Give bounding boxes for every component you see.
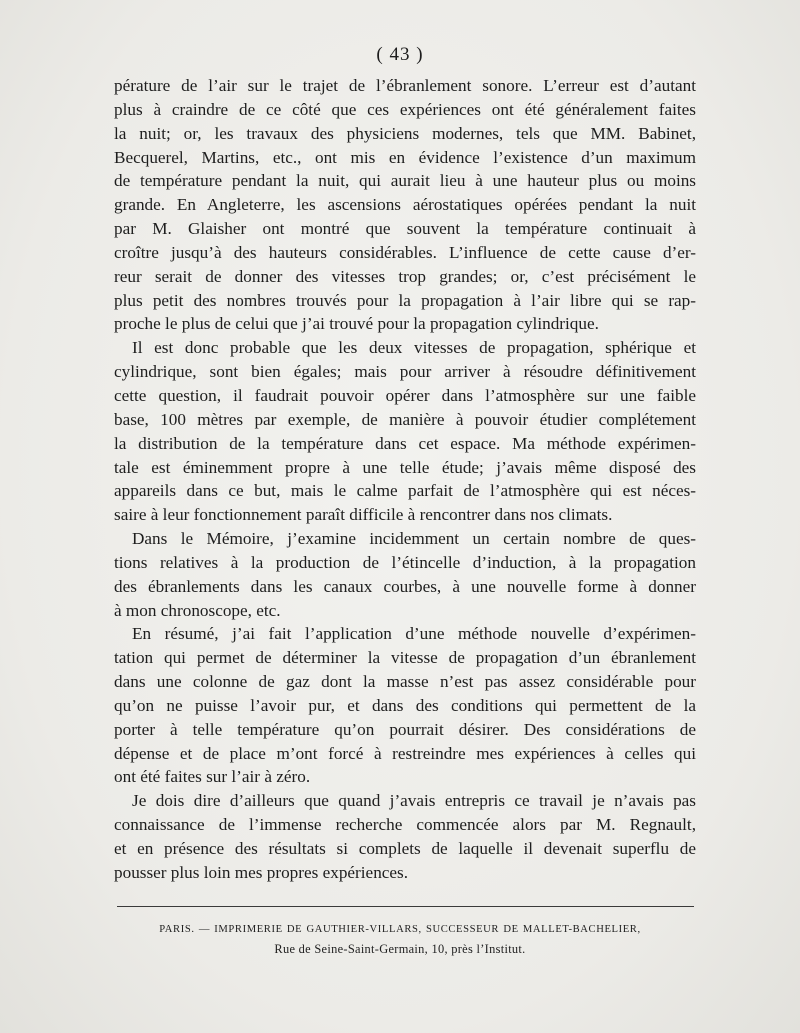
text-line: de température pendant la nuit, qui aurait lieu à une hauteur plus ou moins [114,171,696,191]
paragraph [114,622,696,789]
printer-imprint: PARIS. — IMPRIMERIE DE GAUTHIER-VILLARS, SUCCESSEUR DE MALLET-BACHELIER, [159,924,641,935]
text-line: ont été faites sur l’air à zéro. [114,767,311,787]
printer-address: Rue de Seine-Saint-Germain, 10, près l’Institut. [274,942,526,956]
text-line: tation qui permet de déterminer la vitesse de propagation d’un ébranlement [114,648,696,668]
text-line: Il est donc probable que les deux vitesses de propagation, sphérique et [132,338,696,358]
text-line: proche le plus de celui que j’ai trouvé pour la propagation cylindrique. [114,314,599,334]
text-line: En résumé, j’ai fait l’application d’une méthode nouvelle d’expérimen- [132,624,696,644]
text-line: la distribution de la température dans cet espace. Ma méthode expérimen- [114,433,696,453]
text-line: la nuit; or, les travaux des physiciens modernes, tels que MM. Babinet, [114,123,696,143]
text-line: porter à telle température qu’on pourrait désirer. Des considérations de [114,719,696,739]
text-line: à mon chronoscope, etc. [114,600,281,620]
footer-rule [117,906,694,907]
paragraph [114,527,696,622]
text-line: des ébranlements dans les canaux courbes, à une nouvelle forme à donner [114,576,696,596]
text-line: croître jusqu’à des hauteurs considérables. L’influence de cette cause d’er- [114,242,696,262]
text-line: cylindrique, sont bien égales; mais pour arriver à résoudre définitivement [114,362,696,382]
paragraph [114,789,696,884]
text-line: cette question, il faudrait pouvoir opérer dans l’atmosphère sur une faible [114,385,696,405]
text-line: Je dois dire d’ailleurs que quand j’avais entrepris ce travail je n’avais pas [132,791,696,811]
text-line: par M. Glaisher ont montré que souvent la température continuait à [114,219,696,239]
text-line: grande. En Angleterre, les ascensions aérostatiques opérées pendant la nuit [114,195,696,215]
text-line: reur serait de donner des vitesses trop grandes; or, c’est précisément le [114,266,696,286]
text-line: tions relatives à la production de l’étincelle d’induction, à la propagation [114,552,696,572]
text-line: dépense et de place m’ont forcé à restreindre mes expériences à celles qui [114,743,696,763]
text-line: Becquerel, Martins, etc., ont mis en évidence l’existence d’un maximum [114,147,696,167]
text-line: qu’on ne puisse l’avoir pur, et dans des conditions qui permettent de la [114,695,696,715]
paragraph [114,74,696,336]
text-line: base, 100 mètres par exemple, de manière à pouvoir étudier complétement [114,409,696,429]
paragraph [114,336,696,527]
text-line: appareils dans ce but, mais le calme parfait de l’atmosphère qui est néces- [114,481,696,501]
text-line: pousser plus loin mes propres expériences. [114,862,409,882]
text-line: dans une colonne de gaz dont la masse n’est pas assez considérable pour [114,672,696,692]
text-line: et en présence des résultats si complets de laquelle il devenait superflu de [114,839,696,858]
text-line: plus petit des nombres trouvés pour la propagation à l’air libre qui se rap- [114,290,696,310]
text-line: saire à leur fonctionnement paraît difficile à rencontrer dans nos climats. [114,505,613,525]
text-line: Dans le Mémoire, j’examine incidemment un certain nombre de ques- [132,529,696,549]
text-line: pérature de l’air sur le trajet de l’ébranlement sonore. L’erreur est d’autant [114,76,696,95]
page-number: ( 43 ) [376,44,424,65]
text-line: connaissance de l’immense recherche commencée alors par M. Regnault, [114,815,696,835]
body-text [114,74,696,885]
text-line: tale est éminemment propre à une telle étude; j’avais même disposé des [114,457,696,477]
text-line: plus à craindre de ce côté que ces expériences ont été généralement faites [114,99,696,119]
